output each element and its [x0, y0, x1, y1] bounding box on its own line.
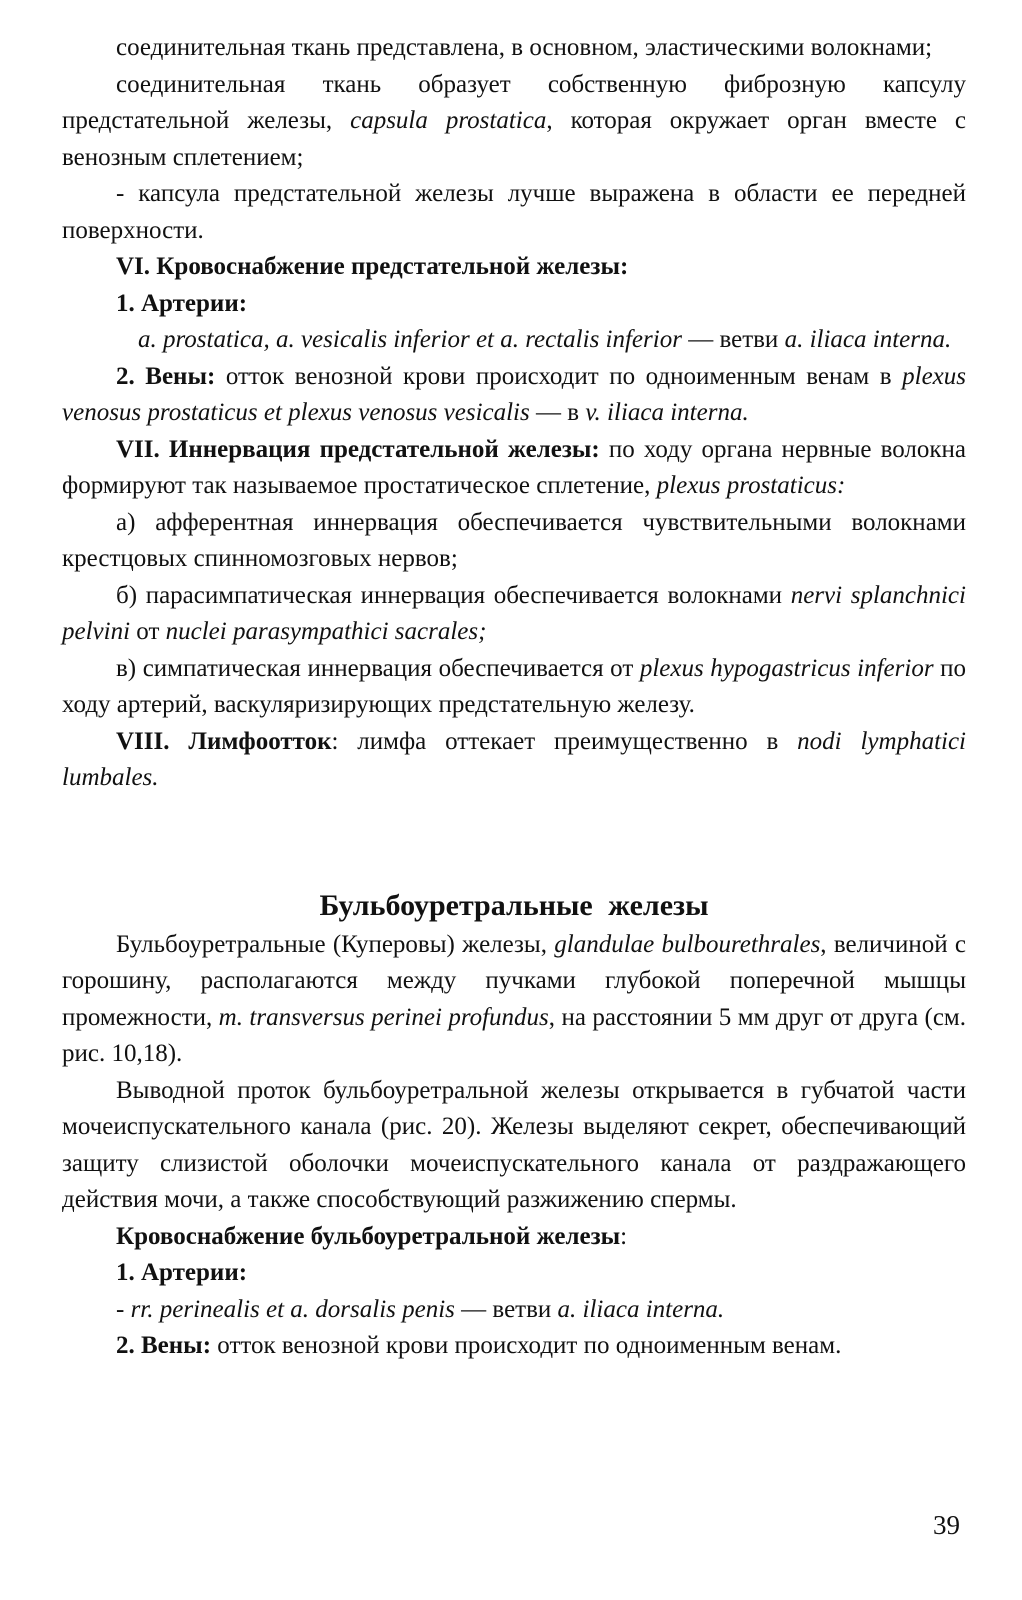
veins-paragraph: 2. Вены: отток венозной крови происходит по одноименным венам.	[116, 1332, 842, 1359]
latin-term: a. iliaca interna.	[784, 326, 952, 353]
innervation-item-a: а) афферентная иннервация обеспечивается чувствительными волокнами крестцовых спинномозговых нервов;	[62, 508, 966, 572]
arteries-list: - rr. perinealis et a. dorsalis penis — ветви a. iliaca interna.	[116, 1295, 725, 1323]
paragraph-capsule-front: - капсула предстательной железы лучше выражена в области ее передней поверхности.	[62, 180, 966, 244]
section-spacer	[62, 797, 966, 885]
page-text	[62, 30, 966, 1365]
paragraph-elastic-fibers: соединительная ткань представлена, в основном, эластическими волокнами;	[116, 34, 933, 61]
section-blood-supply	[62, 249, 966, 286]
latin-term: a. prostatica, a. vesicalis inferior et a. rectalis inferior	[138, 326, 682, 353]
paragraph-duct: Выводной проток бульбоуретральной железы открывается в губчатой части мочеиспускательного канала (рис. 20). Железы выделяют секрет, обеспечивающий защиту слизистой оболочки мочеиспускательного канала от раздражающего действия мочи, а также способствующий разжижению спермы.	[62, 1076, 966, 1213]
latin-term: nodi lymphatici lumbales.	[62, 727, 966, 791]
latin-term: glandulae bulbourethrales	[554, 930, 821, 958]
latin-term: a. iliaca interna.	[557, 1295, 725, 1323]
innervation-item-b: б) парасимпатическая иннервация обеспечивается волокнами nervi splanchnici pelvini от nuclei parasympathici sacrales;	[62, 581, 966, 645]
section-heading: Кровоснабжение бульбоуретральной железы	[116, 1222, 621, 1250]
latin-term: plexus venosus prostaticus et plexus venosus vesicalis	[62, 362, 966, 426]
latin-term: v. iliaca interna.	[585, 399, 749, 426]
latin-term: - rr. perinealis et a. dorsalis penis	[116, 1295, 455, 1323]
page-title: Бульбоуретральные железы	[319, 888, 709, 922]
blood-supply-heading: Кровоснабжение бульбоуретральной железы:	[116, 1222, 628, 1250]
arteries-label-line: 1. Артерии:	[116, 1259, 248, 1286]
latin-term: m. transversus perinei profundus	[218, 1003, 549, 1031]
latin-term: capsula prostatica	[350, 107, 547, 134]
latin-term: plexus prostaticus:	[656, 472, 846, 499]
latin-term: nervi splanchnici pelvini	[62, 581, 966, 645]
page-number: 39	[933, 1510, 960, 1540]
section-heading: VII. Иннервация предстательной железы:	[116, 435, 600, 463]
section-heading: VIII. Лимфоотток	[116, 727, 332, 755]
latin-term: nuclei parasympathici sacrales;	[165, 618, 487, 645]
paragraph-fibrous-capsule: соединительная ткань образует собственную фиброзную капсулу предстательной железы, capsula prostatica, которая окружает орган вместе с венозным сплетением;	[62, 70, 966, 171]
paragraph-bulbourethral-intro: Бульбоуретральные (Куперовы) железы, glandulae bulbourethrales, величиной с горошину, располагаются между пучками глубокой поперечной мышцы промежности, m. transversus perinei profundus, на расстоянии 5 мм друг от друга (см. рис. 10,18).	[62, 930, 966, 1067]
arteries-label-line: 1. Артерии:	[116, 289, 248, 317]
arteries-list: a. prostatica, a. vesicalis inferior et a. rectalis inferior — ветви a. iliaca interna.	[138, 326, 952, 353]
veins-paragraph: 2. Вены: отток венозной крови происходит по одноименным венам в plexus venosus prostaticus et plexus venosus vesicalis — в v. iliaca interna.	[62, 362, 966, 426]
section-innervation: VII. Иннервация предстательной железы: по ходу органа нервные волокна формируют так называемое простатическое сплетение, plexus prostaticus:	[62, 435, 966, 499]
latin-term: plexus hypogastricus inferior	[639, 654, 934, 682]
innervation-item-c: в) симпатическая иннервация обеспечивается от plexus hypogastricus inferior по ходу артерий, васкуляризирующих предстательную железу.	[62, 654, 967, 718]
section-lymph: VIII. Лимфоотток: лимфа оттекает преимущественно в nodi lymphatici lumbales.	[62, 727, 966, 791]
section-heading: VI. Кровоснабжение предстательной железы:	[116, 253, 629, 280]
